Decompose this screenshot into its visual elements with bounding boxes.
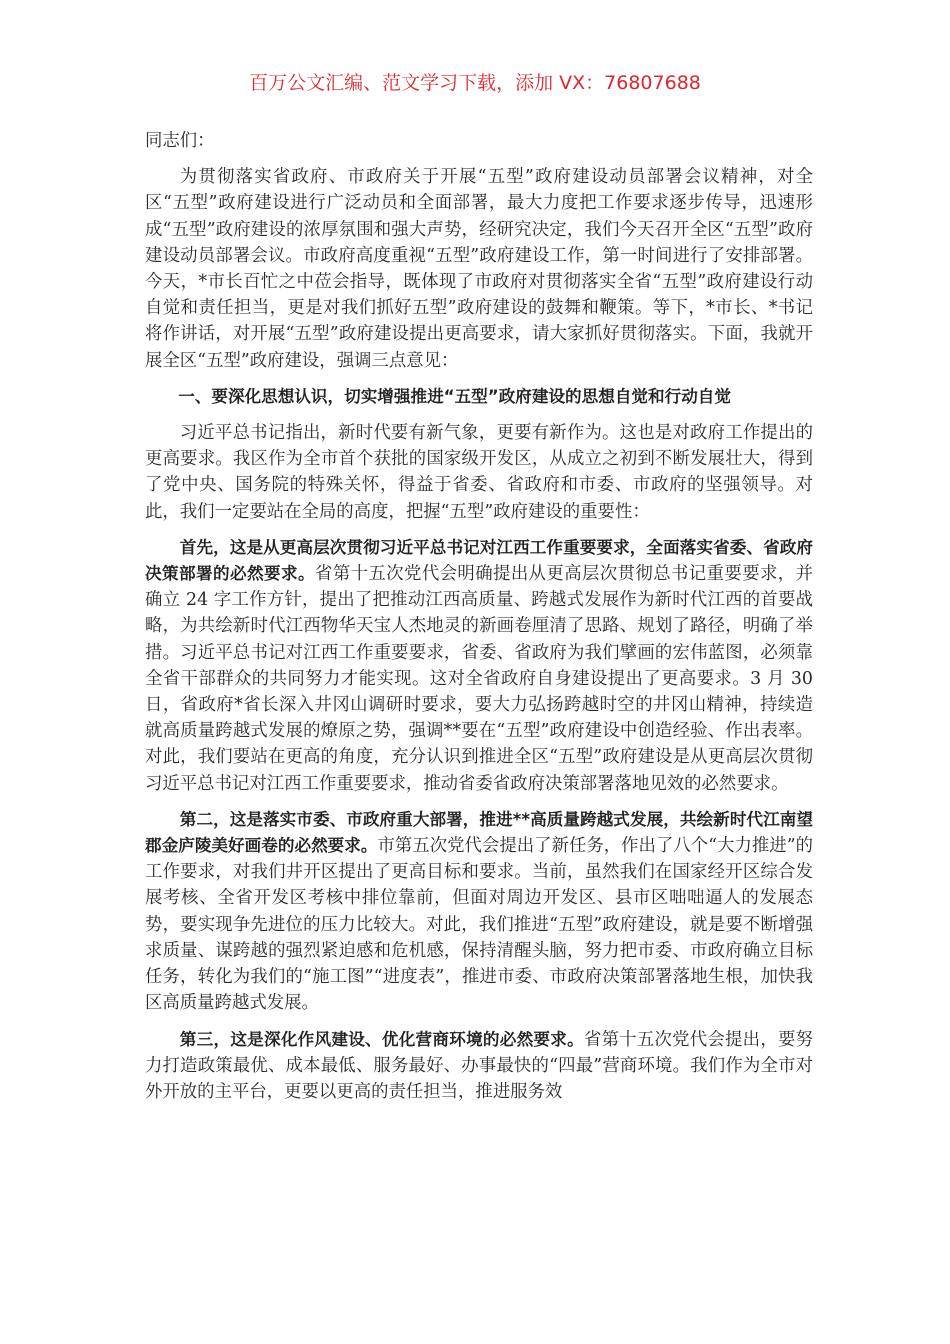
point-1-paragraph [145, 535, 813, 797]
point-1-body: 省第十五次党代会明确提出从更高层次贯彻总书记重要要求，并确立 24 字工作方针，提出了把推动江西高质量、跨越式发展作为新时代江西的首要战略，为共绘新时代江西物华天宝人杰地灵的新画卷厘清了思路、规划了路径，明确了举措。习近平总书记对江西工作重要要求，省委、省政府为我们擘画的宏伟蓝图，必须靠全省干部群众的共同努力才能实现。这对全省政府自身建设提出了更高要求。3 月 30 日，省政府*省长深入井冈山调研时要求，要大力弘扬跨越时空的井冈山精神，持续造就高质量跨越式发展的燎原之势，强调**要在“五型”政府建设中创造经验、作出表率。对此，我们要站在更高的角度，充分认识到推进全区“五型”政府建设是从更高层次贯彻习近平总书记对江西工作重要要求，推动省委省政府决策部署落地见效的必然要求。 [145, 564, 813, 794]
point-1-lead: 首先，这是从更高层次贯彻习近平总书记对江西工作重要要求，全面落实省委、省政府决策部署的必然要求。 [145, 537, 813, 584]
point-3-paragraph [145, 1027, 813, 1106]
watermark-text: 百万公文汇编、范文学习下载，添加 VX：76807688 [249, 72, 701, 94]
point-3-lead: 第三，这是深化作风建设、优化营商环境的必然要求。 [179, 1029, 584, 1049]
salutation: 同志们： [145, 131, 215, 151]
point-2-lead: 第二，这是落实市委、市政府重大部署，推进**高质量跨越式发展，共绘新时代江南望郡金庐陵美好画卷的必然要求。 [145, 809, 813, 856]
watermark-header [0, 68, 950, 95]
point-2-paragraph [145, 807, 813, 1017]
section-1-intro-paragraph: 习近平总书记指出，新时代要有新气象，更要有新作为。这也是对政府工作提出的更高要求。我区作为全市首个获批的国家级开发区，从成立之初到不断发展壮大，得到了党中央、国务院的特殊关怀，得益于省委、省政府和市委、市政府的坚强领导。对此，我们一定要站在全局的高度，把握“五型”政府建设的重要性： [145, 423, 813, 522]
point-3-body: 省第十五次党代会提出，要努力打造政策最优、成本最低、服务最好、办事最快的“四最”营商环境。我们作为全市对外开放的主平台，更要以更高的责任担当，推进服务效 [145, 1029, 813, 1102]
section-1-heading: 一、要深化思想认识，切实增强推进“五型”政府建设的思想自觉和行动自觉 [178, 386, 731, 406]
point-2-body: 市第五次党代会提出了新任务，作出了八个“大力推进”的工作要求，对我们井开区提出了更高目标和要求。当前，虽然我们在国家经开区综合发展考核、全省开发区考核中排位靠前，但面对周边开发区、县市区咄咄逼人的发展态势，要实现争先进位的压力比较大。对此，我们推进“五型”政府建设，就是要不断增强求质量、谋跨越的强烈紧迫感和危机感，保持清醒头脑，努力把市委、市政府确立目标任务，转化为我们的“施工图”“进度表”，推进市委、市政府决策部署落地生根，加快我区高质量跨越式发展。 [145, 836, 813, 1014]
document-body [145, 128, 813, 1115]
intro-paragraph: 为贯彻落实省政府、市政府关于开展“五型”政府建设动员部署会议精神，对全区“五型”政府建设进行广泛动员和全面部署，最大力度把工作要求逐步传导，迅速形成“五型”政府建设的浓厚氛围和强大声势，经研究决定，我们今天召开全区“五型”政府建设动员部署会议。市政府高度重视“五型”政府建设工作，第一时间进行了安排部署。今天，*市长百忙之中莅会指导，既体现了市政府对贯彻落实全省“五型”政府建设行动自觉和责任担当，更是对我们抓好五型”政府建设的鼓舞和鞭策。等下，*市长、*书记将作讲话，对开展“五型”政府建设提出更高要求，请大家抓好贯彻落实。下面，我就开展全区“五型”政府建设，强调三点意见： [145, 167, 813, 371]
